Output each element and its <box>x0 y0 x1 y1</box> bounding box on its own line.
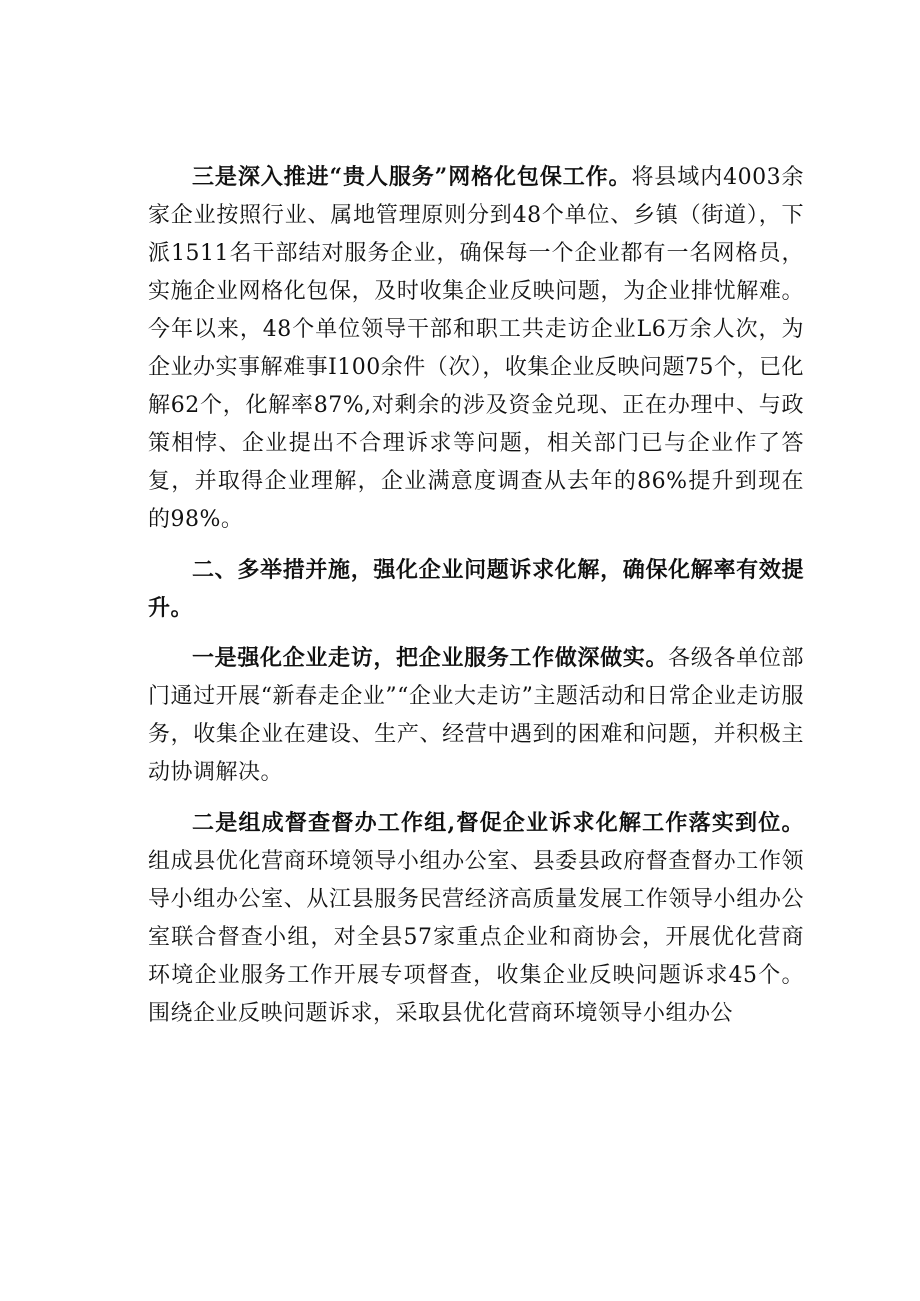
paragraph-item-1 <box>148 158 804 539</box>
paragraph-lead: 三是深入推进“贵人服务”网格化包保工作。 <box>192 164 632 190</box>
paragraph-lead: 一是强化企业走访，把企业服务工作做深做实。 <box>192 645 669 671</box>
paragraph-lead: 二是组成督查督办工作组,督促企业诉求化解工作落实到位。 <box>192 810 804 836</box>
paragraph-body: 将县域内4003余家企业按照行业、属地管理原则分到48个单位、乡镇（街道），下派1511名干部结对服务企业，确保每一个企业都有一名网格员，实施企业网格化包保，及时收集企业反映问题，为企业排忧解难。今年以来，48个单位领导干部和职工共走访企业L6万余人次，为企业办实事解难事I100余件（次），收集企业反映问题75个，已化解62个，化解率87%,对剩余的涉及资金兑现、正在办理中、与政策相悖、企业提出不合理诉求等问题，相关部门已与企业作了答复，并取得企业理解，企业满意度调查从去年的86%提升到现在的98%。 <box>148 165 804 532</box>
paragraph-body: 各级各单位部门通过开展“新春走企业”“企业大走访”主题活动和日常企业走访服务，收集企业在建设、生产、经营中遇到的困难和问题，并积极主动协调解决。 <box>148 646 804 785</box>
section-heading: 二、多举措并施，强化企业问题诉求化解，确保化解率有效提升。 <box>148 557 804 621</box>
paragraph-item-2 <box>148 639 804 792</box>
paragraph-item-3 <box>148 804 804 1033</box>
paragraph-body: 组成县优化营商环境领导小组办公室、县委县政府督查督办工作领导小组办公室、从江县服务民营经济高质量发展工作领导小组办公室联合督查小组，对全县57家重点企业和商协会，开展优化营商环境企业服务工作开展专项督查，收集企业反映问题诉求45个。围绕企业反映问题诉求，采取县优化营商环境领导小组办公 <box>148 849 804 1026</box>
document-page <box>148 158 804 1045</box>
